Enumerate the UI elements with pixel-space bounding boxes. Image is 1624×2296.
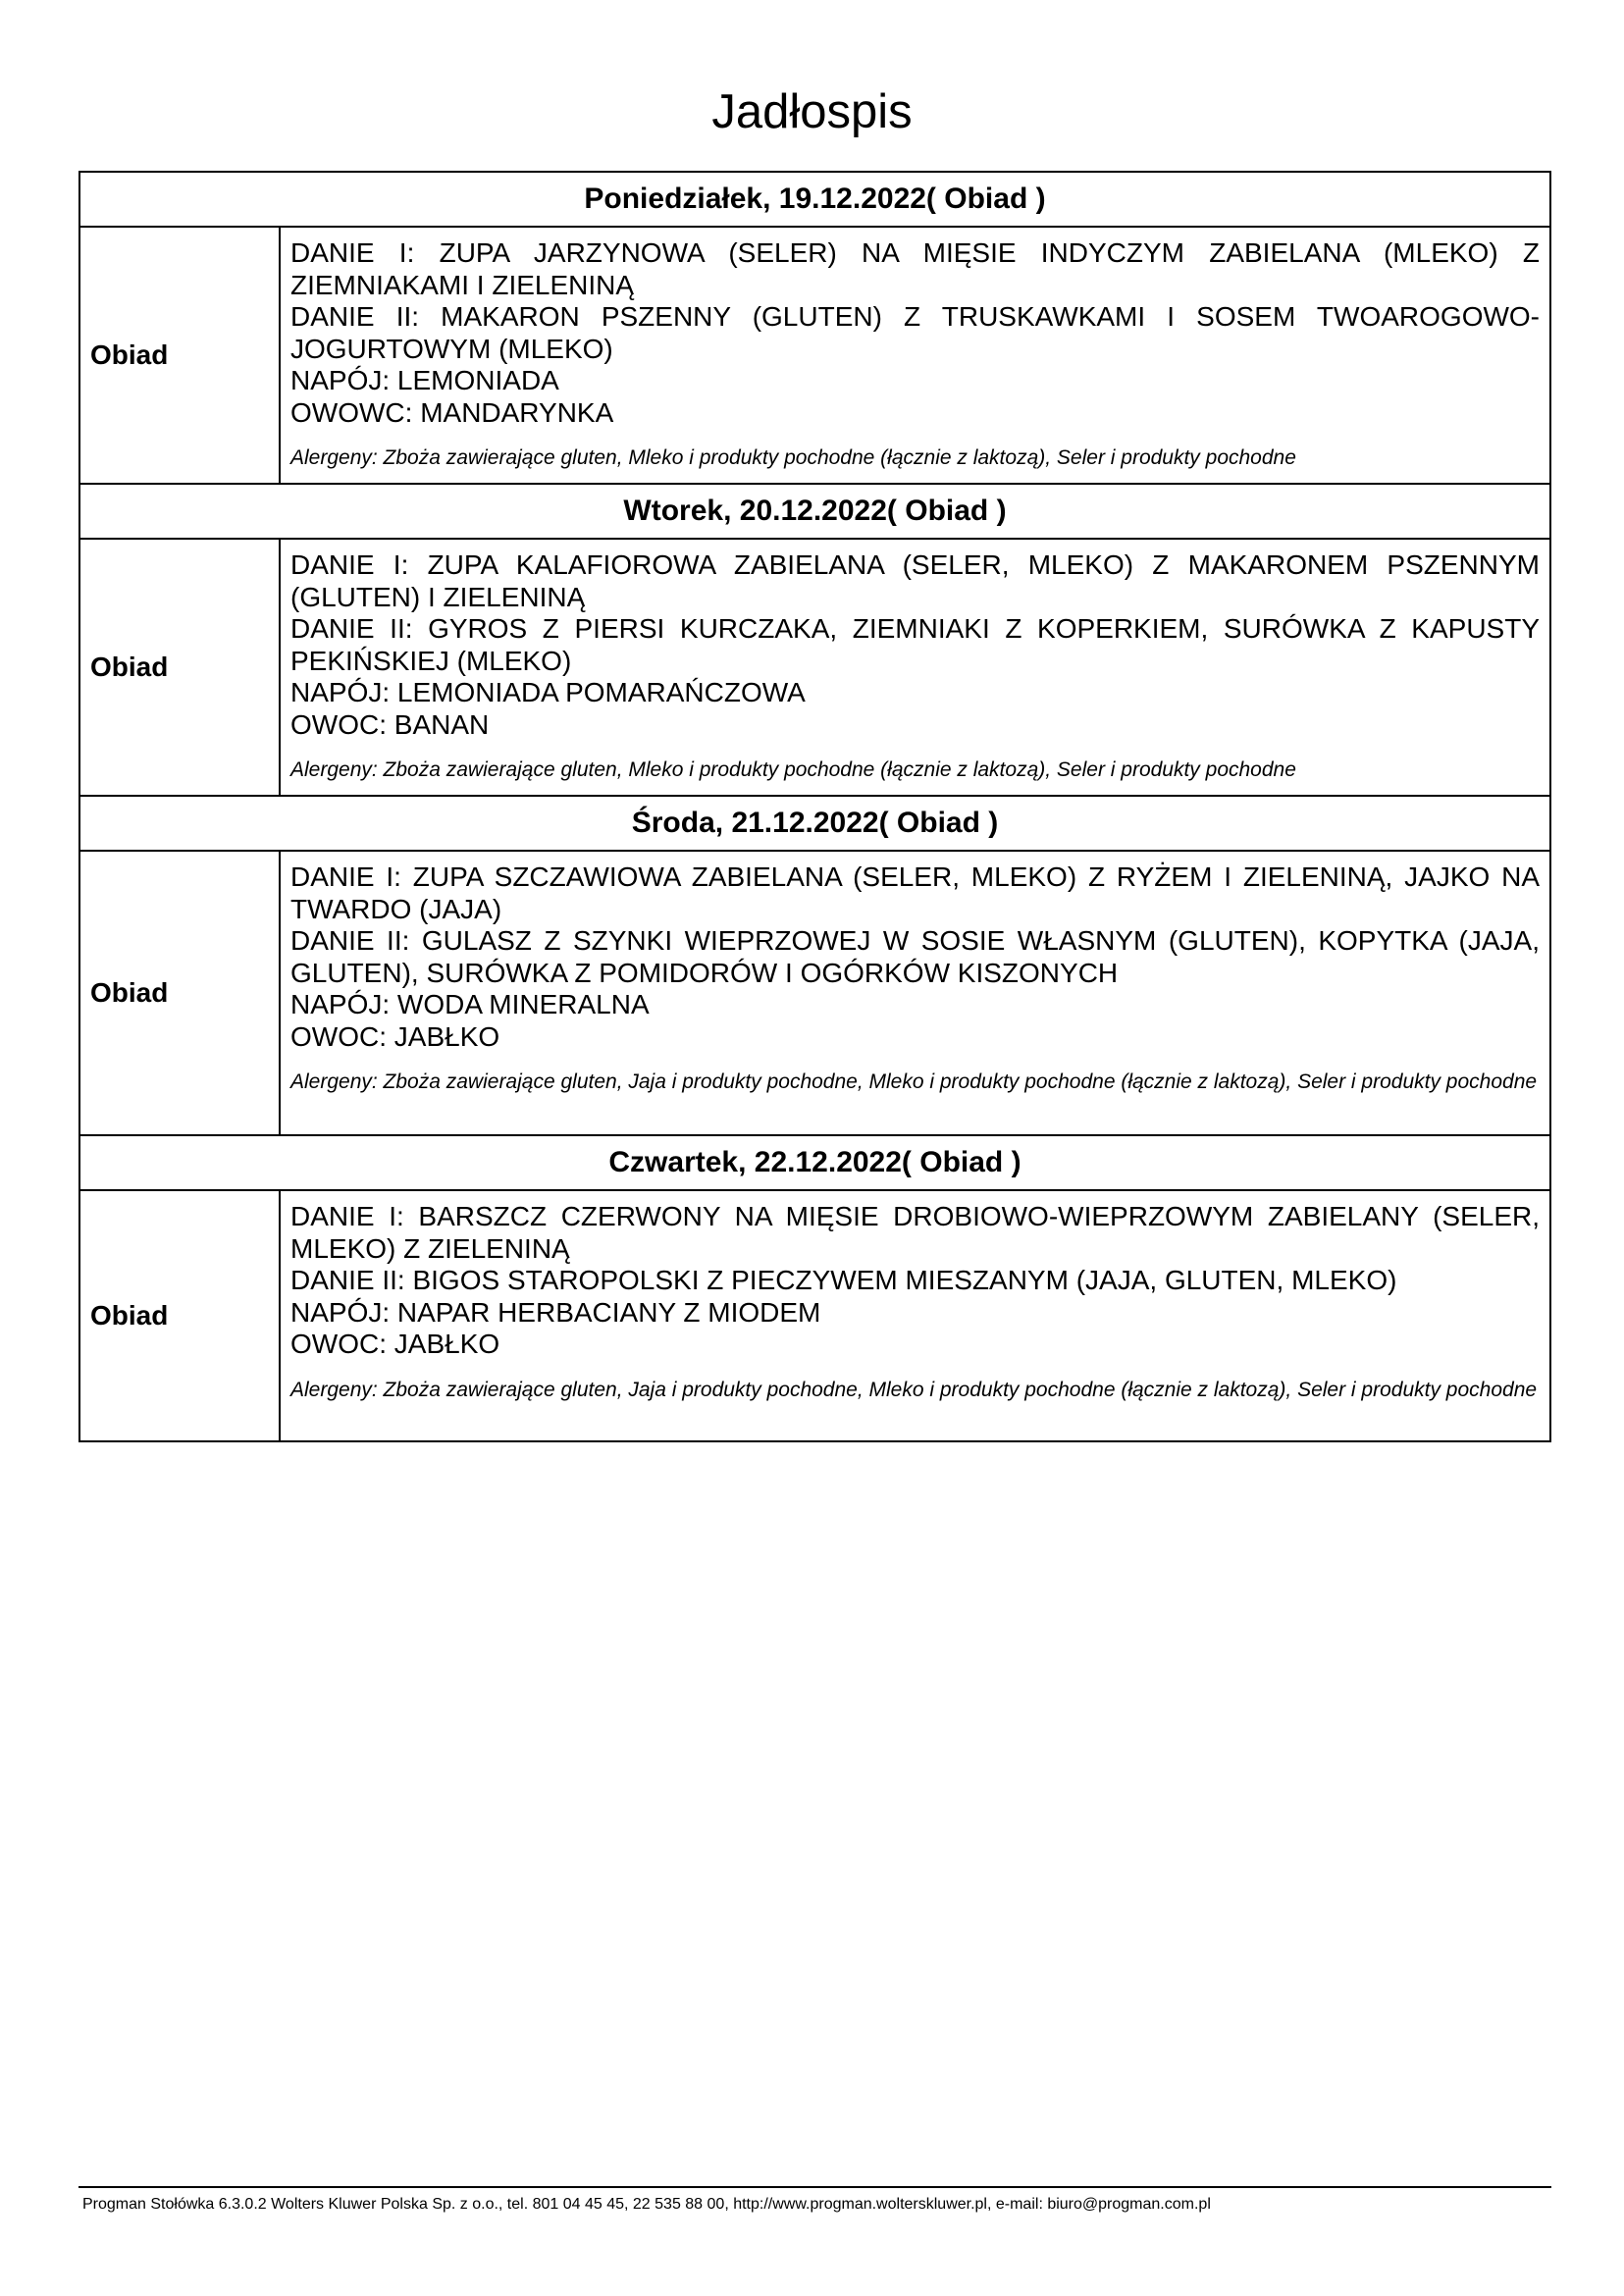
dish-line: DANIE II: GULASZ Z SZYNKI WIEPRZOWEJ W SOSIE WŁASNYM (GLUTEN), KOPYTKA (JAJA, GLUTEN), SURÓWKA Z POMIDORÓW I OGÓRKÓW KISZONYCH xyxy=(290,925,1540,988)
dish-line: OWOC: BANAN xyxy=(290,708,490,740)
allergens-note: Alergeny: Zboża zawierające gluten, Mleko i produkty pochodne (łącznie z laktozą), Seler i produkty pochodne xyxy=(290,446,1296,469)
dish-line: DANIE II: MAKARON PSZENNY (GLUTEN) Z TRUSKAWKAMI I SOSEM TWOAROGOWO-JOGURTOWYM (MLEKO) xyxy=(290,301,1540,364)
meal-content xyxy=(280,851,1550,1135)
dish-line: OWOWC: MANDARYNKA xyxy=(290,396,614,428)
meal-content xyxy=(280,1190,1550,1441)
day-header: Poniedziałek, 19.12.2022( Obiad ) xyxy=(79,172,1550,227)
meal-label: Obiad xyxy=(79,539,280,796)
meal-label: Obiad xyxy=(79,227,280,484)
meal-content xyxy=(280,227,1550,484)
day-header: Środa, 21.12.2022( Obiad ) xyxy=(79,796,1550,851)
day-header-row xyxy=(79,172,1550,227)
meal-row xyxy=(79,1190,1550,1441)
dish-line: DANIE I: ZUPA JARZYNOWA (SELER) NA MIĘSIE INDYCZYM ZABIELANA (MLEKO) Z ZIEMNIAKAMI I ZIELENINĄ xyxy=(290,237,1540,300)
meal-label: Obiad xyxy=(79,851,280,1135)
meal-row xyxy=(79,539,1550,796)
page-title: Jadłospis xyxy=(711,85,913,138)
day-header-row xyxy=(79,796,1550,851)
dish-line: NAPÓJ: LEMONIADA xyxy=(290,365,559,395)
dish-line: DANIE I: ZUPA SZCZAWIOWA ZABIELANA (SELER, MLEKO) Z RYŻEM I ZIELENINĄ, JAJKO NA TWARDO (JAJA) xyxy=(290,861,1540,924)
day-header-row xyxy=(79,484,1550,539)
dish-line: OWOC: JABŁKO xyxy=(290,1020,500,1052)
dish-line: NAPÓJ: LEMONIADA POMARAŃCZOWA xyxy=(290,677,806,707)
dish-line: DANIE II: BIGOS STAROPOLSKI Z PIECZYWEM MIESZANYM (JAJA, GLUTEN, MLEKO) xyxy=(290,1265,1397,1295)
meal-row xyxy=(79,851,1550,1135)
day-header: Wtorek, 20.12.2022( Obiad ) xyxy=(79,484,1550,539)
menu-table xyxy=(79,171,1551,1442)
footer-text: Progman Stołówka 6.3.0.2 Wolters Kluwer Polska Sp. z o.o., tel. 801 04 45 45, 22 535 88 00, http://www.progman.wolterskluwer.pl, e-mail: biuro@progman.com.pl xyxy=(82,2196,1211,2213)
dish-line: DANIE I: ZUPA KALAFIOROWA ZABIELANA (SELER, MLEKO) Z MAKARONEM PSZENNYM (GLUTEN) I ZIELENINĄ xyxy=(290,549,1540,612)
meal-label: Obiad xyxy=(79,1190,280,1441)
dish-line: NAPÓJ: NAPAR HERBACIANY Z MIODEM xyxy=(290,1296,821,1328)
dish-line: DANIE I: BARSZCZ CZERWONY NA MIĘSIE DROBIOWO-WIEPRZOWYM ZABIELANY (SELER, MLEKO) Z ZIELENINĄ xyxy=(290,1201,1540,1264)
dish-list xyxy=(290,861,1540,1053)
dish-line: NAPÓJ: WODA MINERALNA xyxy=(290,989,650,1019)
allergens-note: Alergeny: Zboża zawierające gluten, Jaja i produkty pochodne, Mleko i produkty pochodne (łącznie z laktozą), Seler i produkty pochodne xyxy=(290,1070,1538,1093)
allergens-note: Alergeny: Zboża zawierające gluten, Mleko i produkty pochodne (łącznie z laktozą), Seler i produkty pochodne xyxy=(290,758,1296,781)
footer-divider xyxy=(79,2186,1551,2188)
meal-row xyxy=(79,227,1550,484)
dish-line: OWOC: JABŁKO xyxy=(290,1329,500,1359)
dish-list xyxy=(290,1201,1540,1361)
dish-list xyxy=(290,549,1540,741)
allergens-note: Alergeny: Zboża zawierające gluten, Jaja i produkty pochodne, Mleko i produkty pochodne (łącznie z laktozą), Seler i produkty pochodne xyxy=(290,1378,1538,1401)
meal-content xyxy=(280,539,1550,796)
day-header: Czwartek, 22.12.2022( Obiad ) xyxy=(79,1135,1550,1190)
day-header-row xyxy=(79,1135,1550,1190)
dish-line: DANIE II: GYROS Z PIERSI KURCZAKA, ZIEMNIAKI Z KOPERKIEM, SURÓWKA Z KAPUSTY PEKIŃSKIEJ (MLEKO) xyxy=(290,613,1540,676)
dish-list xyxy=(290,237,1540,429)
